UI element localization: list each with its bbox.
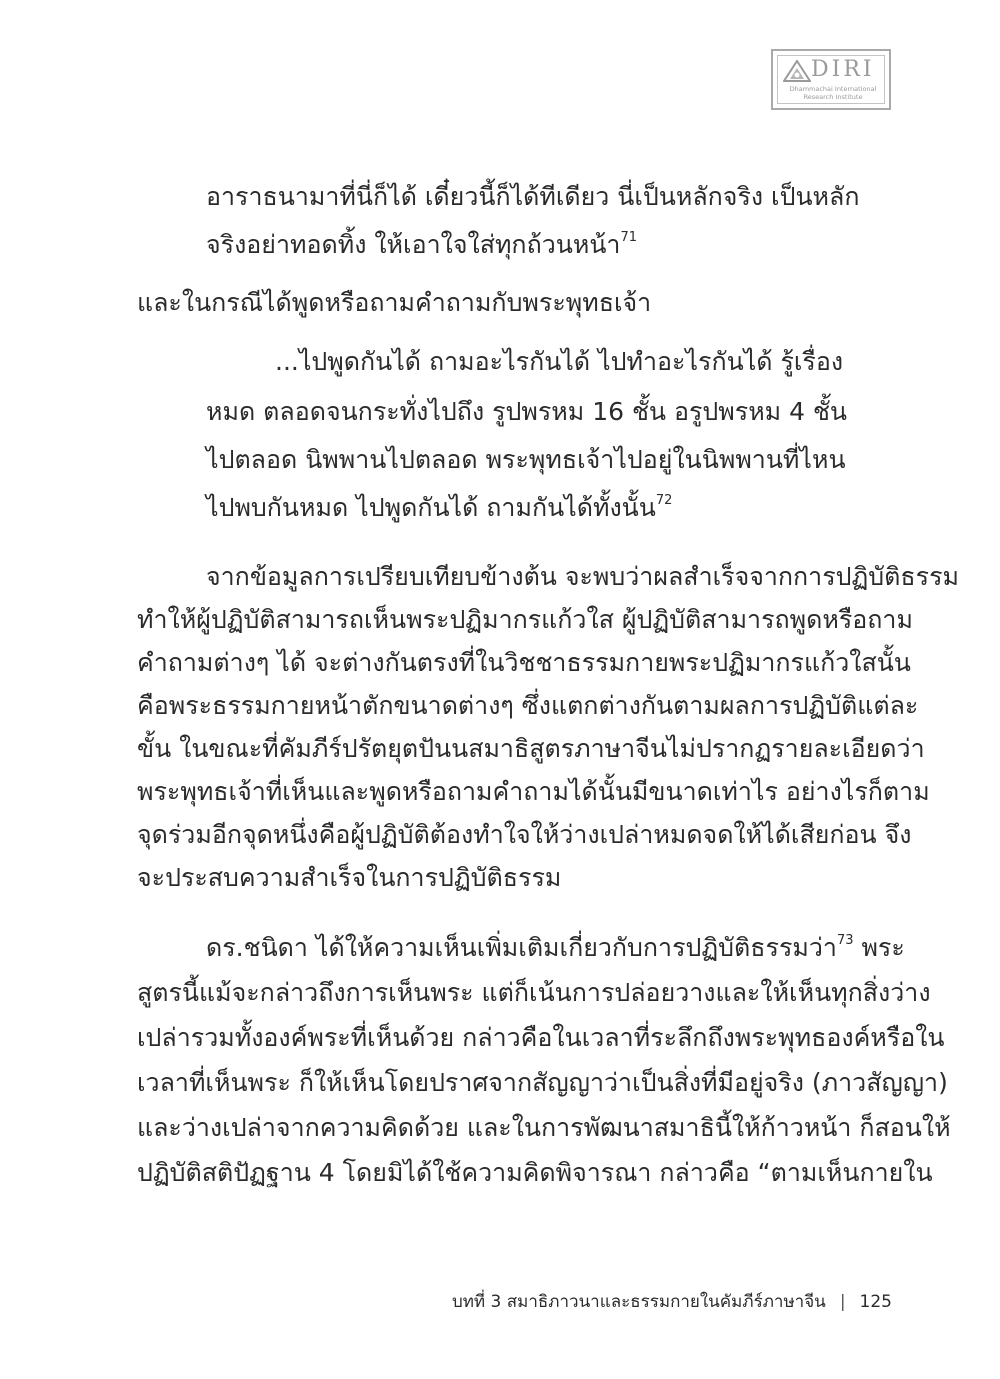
- diri-logo: [771, 49, 891, 110]
- para1-line-7: จุดร่วมอีกจุดหนึ่งคือผู้ปฏิบัติต้องทำใจให้ว่างเปล่าหมดจดให้ได้เสียก่อน จึง: [137, 820, 912, 849]
- para1-line-1: จากข้อมูลการเปรียบเทียบข้างต้น จะพบว่าผลสำเร็จจากการปฏิบัติธรรม: [206, 562, 960, 591]
- logo-subtitle: [789, 85, 877, 101]
- footnote-ref-72: 72: [655, 493, 673, 508]
- logo-name: DIRI: [811, 57, 875, 82]
- quote1-line-1: อาราธนามาที่นี่ก็ได้ เดี๋ยวนี้ก็ได้ทีเดียว นี่เป็นหลักจริง เป็นหลัก: [206, 182, 860, 211]
- quote2-line-3: ไปตลอด นิพพานไปตลอด พระพุทธเจ้าไปอยู่ในนิพพานที่ไหน: [206, 445, 846, 474]
- para2-line-5: และว่างเปล่าจากความคิดด้วย และในการพัฒนาสมาธินี้ให้ก้าวหน้า ก็สอนให้: [137, 1113, 951, 1142]
- footer-separator: |: [839, 1292, 846, 1312]
- para1-line-4: คือพระธรรมกายหน้าตักขนาดต่างๆ ซึ่งแตกต่างกันตามผลการปฏิบัติแต่ละ: [137, 691, 919, 720]
- para1-line-8: จะประสบความสำเร็จในการปฏิบัติธรรม: [137, 863, 562, 892]
- para2-line-2: สูตรนี้แม้จะกล่าวถึงการเห็นพระ แต่ก็เน้นการปล่อยวางและให้เห็นทุกสิ่งว่าง: [137, 978, 931, 1007]
- para2-line-3: เปล่ารวมทั้งองค์พระที่เห็นด้วย กล่าวคือในเวลาที่ระลึกถึงพระพุทธองค์หรือใน: [137, 1023, 945, 1052]
- quote2-line-4: [206, 491, 672, 525]
- footnote-ref-73: 73: [836, 933, 854, 948]
- logo-subtitle-line-2: Research Institute: [803, 93, 863, 101]
- para1-line-5: ขั้น ในขณะที่คัมภีร์ปรัตยุตปันนสมาธิสูตรภาษาจีนไม่ปรากฏรายละเอียดว่า: [137, 734, 925, 763]
- logo-subtitle-line-1: Dhammachai International: [789, 85, 877, 93]
- footnote-ref-71: 71: [620, 230, 637, 245]
- para2-line-1-text: ดร.ชนิดา ได้ให้ความเห็นเพิ่มเติมเกี่ยวกับการปฏิบัติธรรมว่า: [206, 933, 837, 962]
- para2-line-6: ปฏิบัติสติปัฏฐาน 4 โดยมิได้ใช้ความคิดพิจารณา กล่าวคือ “ตามเห็นกายใน: [137, 1158, 933, 1187]
- quote1-line-2: [206, 228, 637, 262]
- diri-triangle-icon: [783, 60, 811, 82]
- page-footer: [430, 1290, 892, 1314]
- quote2-line-4-text: ไปพบกันหมด ไปพูดกันได้ ถามกันได้ทั้งนั้น: [206, 493, 656, 522]
- para1-line-3: คำถามต่างๆ ได้ จะต่างกันตรงที่ในวิชชาธรรมกายพระปฏิมากรแก้วใสนั้น: [137, 648, 911, 677]
- para1-line-2: ทำให้ผู้ปฏิบัติสามารถเห็นพระปฏิมากรแก้วใส ผู้ปฏิบัติสามารถพูดหรือถาม: [137, 605, 913, 634]
- quote2-line-2: หมด ตลอดจนกระทั่งไปถึง รูปพรหม 16 ชั้น อรูปพรหม 4 ชั้น: [206, 397, 848, 426]
- para2-line-1: [206, 931, 905, 965]
- page-number: 125: [859, 1292, 892, 1312]
- para2-line-4: เวลาที่เห็นพระ ก็ให้เห็นโดยปราศจากสัญญาว่าเป็นสิ่งที่มีอยู่จริง (ภาวสัญญา): [137, 1068, 948, 1097]
- chapter-title: บทที่ 3 สมาธิภาวนาและธรรมกายในคัมภีร์ภาษาจีน: [451, 1292, 826, 1312]
- para2-line-1-end: พระ: [853, 933, 905, 962]
- intro-line: และในกรณีได้พูดหรือถามคำถามกับพระพุทธเจ้า: [137, 288, 652, 317]
- quote1-line-2-text: จริงอย่าทอดทิ้ง ให้เอาใจใส่ทุกถ้วนหน้า: [206, 230, 621, 259]
- quote2-line-1: ...ไปพูดกันได้ ถามอะไรกันได้ ไปทำอะไรกันได้ รู้เรื่อง: [275, 347, 844, 376]
- para1-line-6: พระพุทธเจ้าที่เห็นและพูดหรือถามคำถามได้นั้นมีขนาดเท่าไร อย่างไรก็ตาม: [137, 777, 930, 806]
